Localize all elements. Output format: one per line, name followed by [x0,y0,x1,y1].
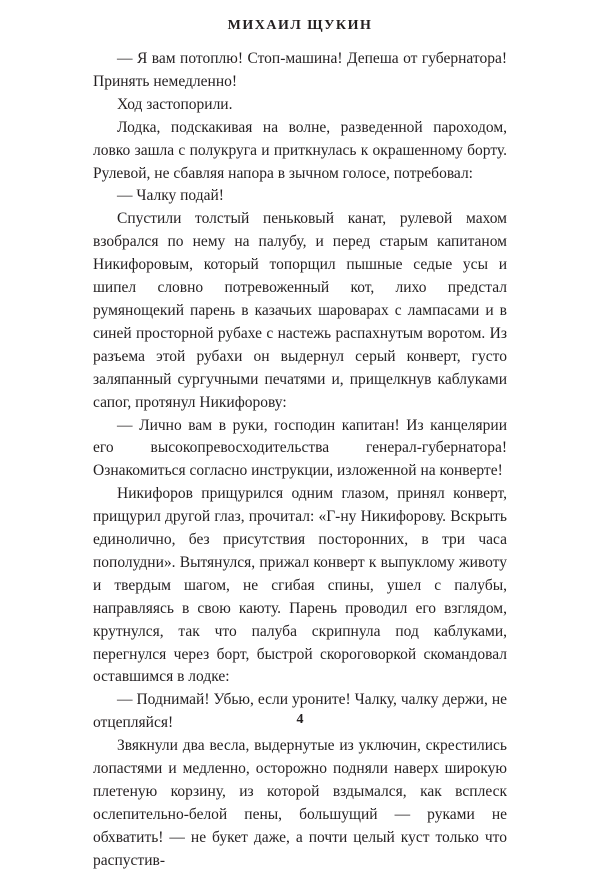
paragraph: — Я вам потоплю! Стоп-машина! Депеша от губернатора! Принять немедленно! [93,50,507,90]
paragraph: — Лично вам в руки, господин капитан! Из канцелярии его высокопревосходительства генерал-губернатора! Ознакомиться согласно инструкции, изложенной на конверте! [93,416,507,480]
paragraph: — Чалку подай! [117,187,224,205]
paragraph: Ход застопорили. [117,95,233,113]
paragraph: — Поднимай! Убью, если уроните! Чалку, чалку держи, не отцепляйся! [93,691,507,732]
running-head-author: МИХАИЛ ЩУКИН [227,18,373,33]
paragraph: Звякнули два весла, выдернутые из уключин, скрестились лопастями и медленно, осторожно подняли наверх широкую плетеную корзину, из которой вздымался, как всплеск ослепительно-белой пены, большущий — руками не обхватить! — не букет даже, а почти целый куст только что распустив- [93,737,507,869]
paragraph: Никифоров прищурился одним глазом, принял конверт, прищурил другой глаз, прочитал: «Г-ну Никифорову. Вскрыть единолично, без присутствия посторонних, в три часа пополудни». Вытянулся, прижал конверт к выпуклому животу и твердым шагом, не сгибая спины, ушел с палубы, направляясь в свою каюту. Парень проводил его взглядом, крутнулся, так что палуба скрипнула под каблуками, перегнулся через борт, быстрой скороговоркой скомандовал оставшимся в лодке: [93,485,507,686]
page-number: 4 [296,712,304,727]
paragraph: Спустили толстый пеньковый канат, рулевой махом взобрался по нему на палубу, и перед старым капитаном Никифоровым, который топорщил пышные седые усы и шипел словно потревоженный кот, лихо предстал румянощекий парень в казачьих шароварах с лампасами и в синей просторной рубахе с настежь распахнутым воротом. Из разъема этой рубахи он выдернул серый конверт, густо заляпанный сургучными печатями и, прищелкнув каблуками сапог, протянул Никифорову: [93,210,507,411]
paragraph: Лодка, подскакивая на волне, разведенной пароходом, ловко зашла с полукруга и приткнулась к окрашенному борту. Рулевой, не сбавляя напора в зычном голосе, потребовал: [93,118,507,182]
body-text [93,48,507,873]
